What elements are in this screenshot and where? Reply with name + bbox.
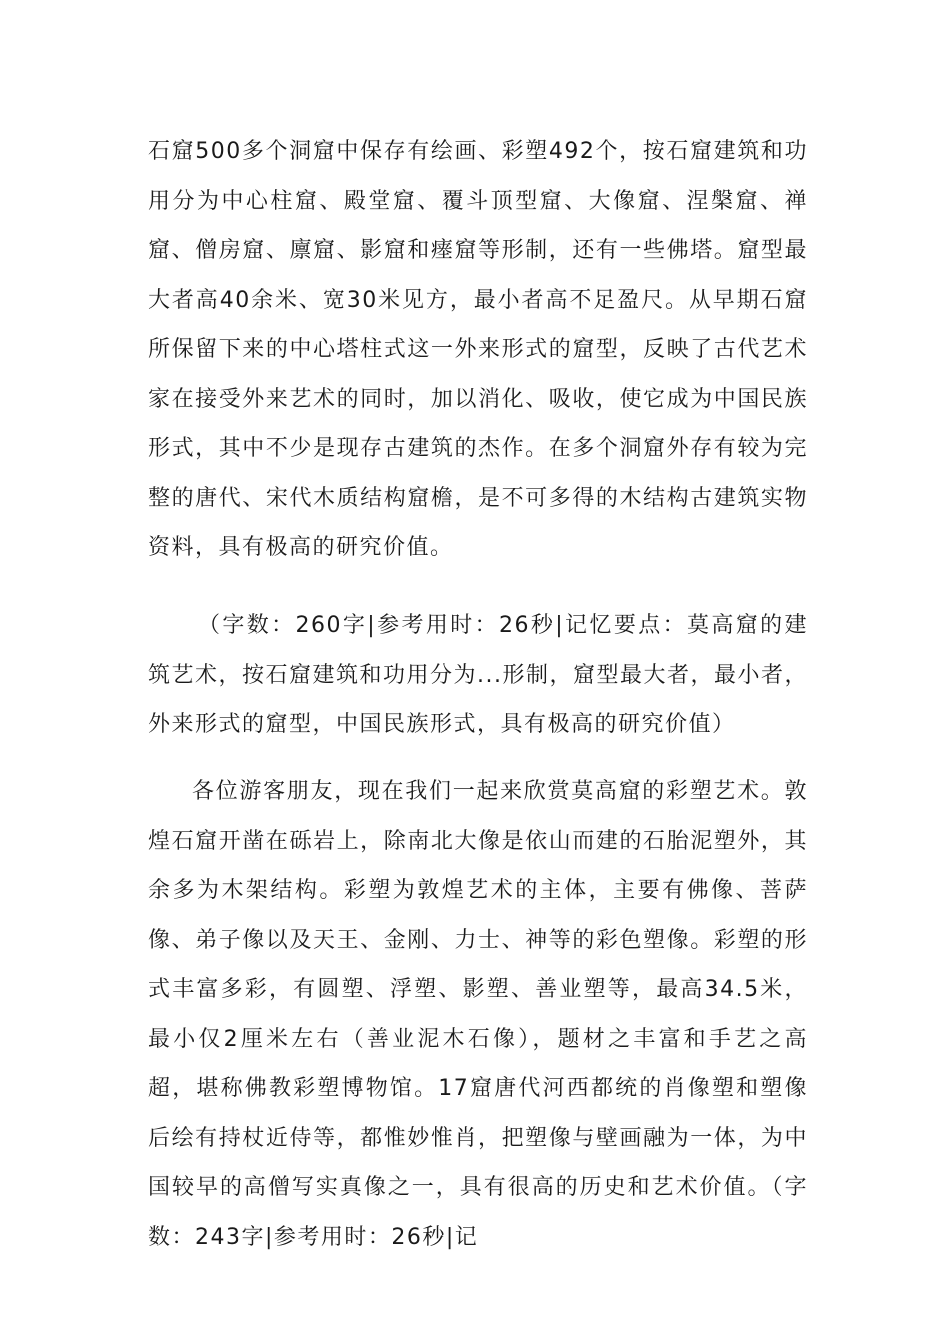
- paragraph-painted-sculpture: 各位游客朋友，现在我们一起来欣赏莫高窟的彩塑艺术。敦煌石窟开凿在砾岩上，除南北大像是依山而建的石胎泥塑外，其余多为木架结构。彩塑为敦煌艺术的主体，主要有佛像、菩萨像、弟子像以及天王、金刚、力士、神等的彩色塑像。彩塑的形式丰富多彩，有圆塑、浮塑、影塑、善业塑等，最高34.5米，最小仅2厘米左右（善业泥木石像），题材之丰富和手艺之高超，堪称佛教彩塑博物馆。17窟唐代河西都统的肖像塑和塑像后绘有持杖近侍等，都惟妙惟肖，把塑像与壁画融为一体，为中国较早的高僧写实真像之一，具有很高的历史和艺术价值。（字数：243字|参考用时：26秒|记: [148, 779, 808, 1250]
- paragraph-architecture: 石窟500多个洞窟中保存有绘画、彩塑492个，按石窟建筑和功用分为中心柱窟、殿堂窟、覆斗顶型窟、大像窟、涅槃窟、禅窟、僧房窟、廪窟、影窟和瘗窟等形制，还有一些佛塔。窟型最大者高40余米、宽30米见方，最小者高不足盈尺。从早期石窟所保留下来的中心塔柱式这一外来形式的窟型，反映了古代艺术家在接受外来艺术的同时，加以消化、吸收，使它成为中国民族形式，其中不少是现存古建筑的杰作。在多个洞窟外存有较为完整的唐代、宋代木质结构窟檐，是不可多得的木结构古建筑实物资料，具有极高的研究价值。: [148, 139, 808, 560]
- paragraph-word-count-note: （字数：260字|参考用时：26秒|记忆要点：莫高窟的建筑艺术，按石窟建筑和功用分为...形制，窟型最大者，最小者，外来形式的窟型，中国民族形式，具有极高的研究价值）: [148, 613, 808, 737]
